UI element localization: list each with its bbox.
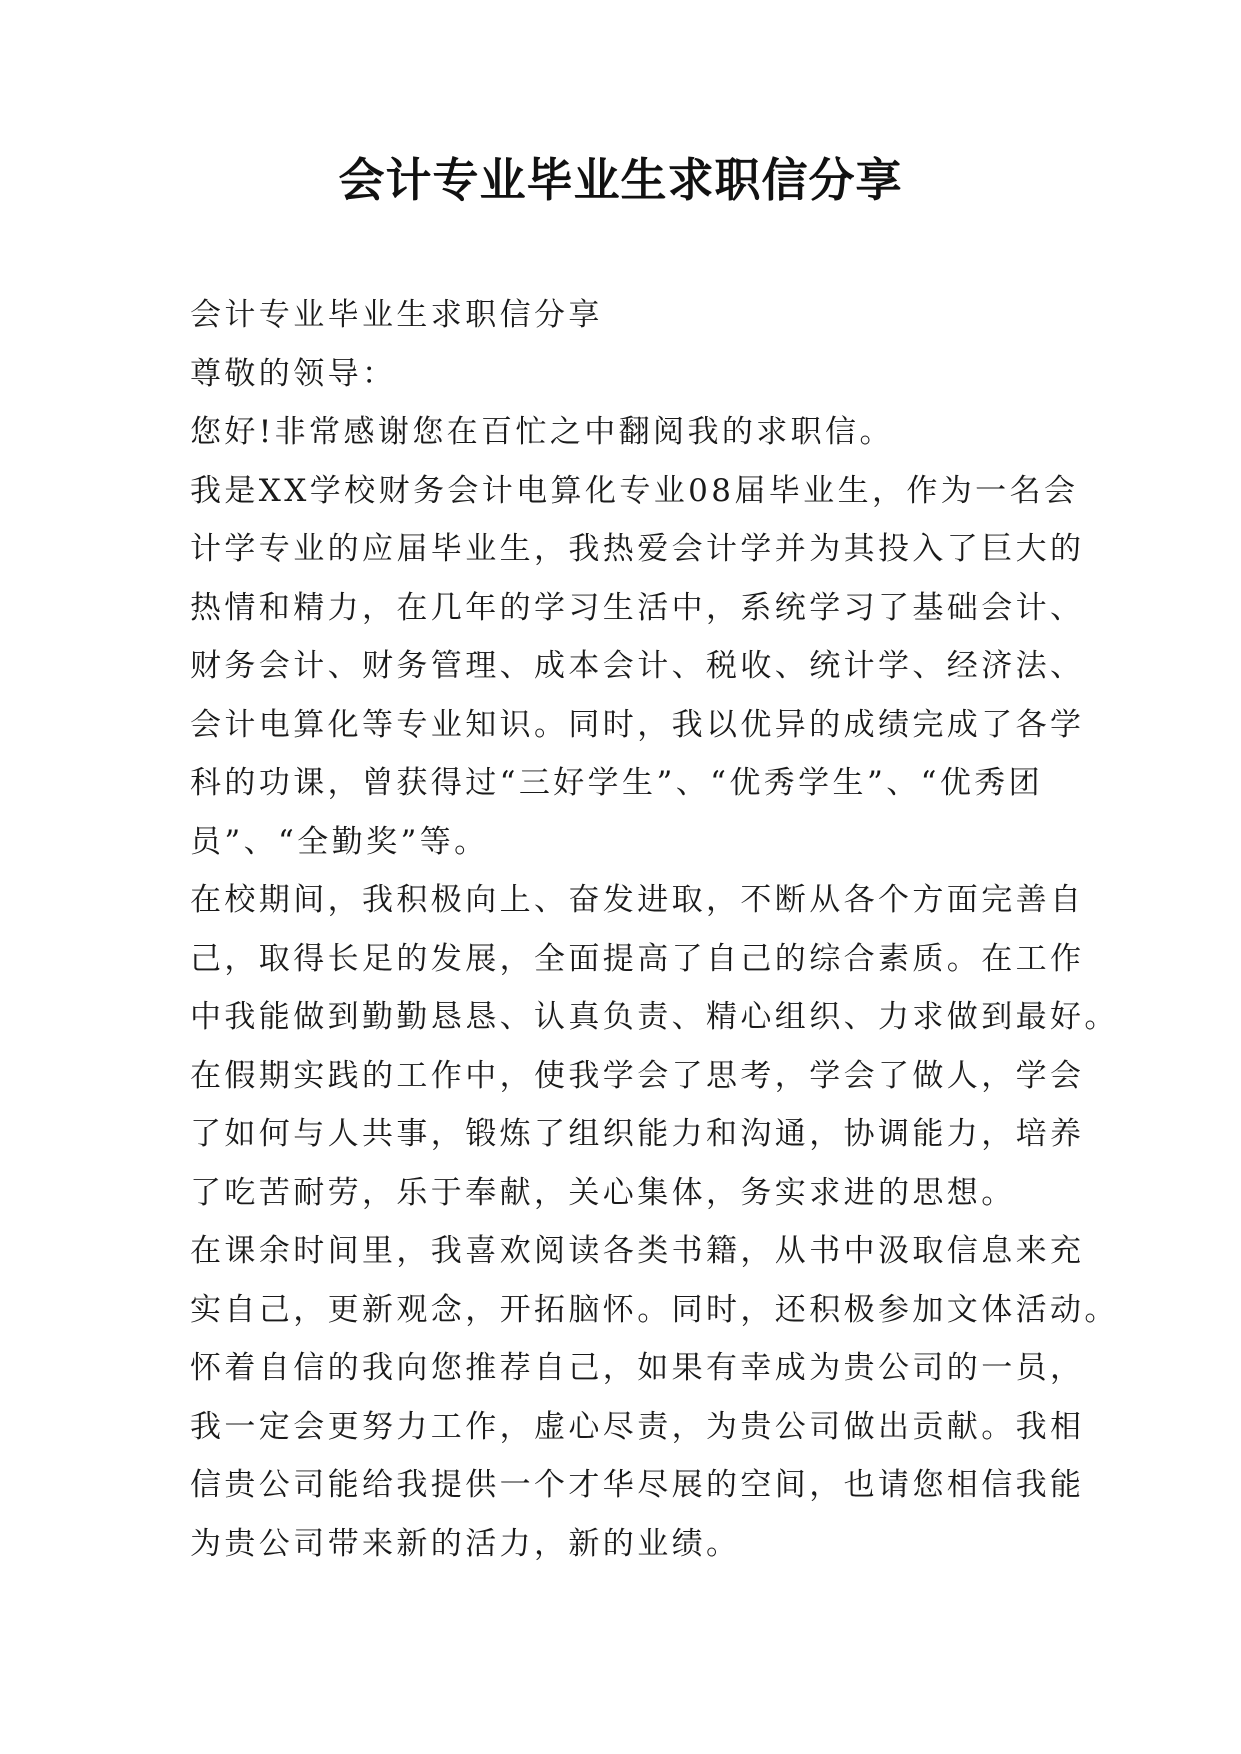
body-line: 我一定会更努力工作，虚心尽责，为贵公司做出贡献。我相 (190, 1408, 1085, 1445)
body-line: 我是XX学校财务会计电算化专业08届毕业生，作为一名会 (190, 472, 1079, 509)
body-line: 科的功课，曾获得过“三好学生”、“优秀学生”、“优秀团 (190, 765, 1044, 801)
document-body (190, 286, 1119, 1573)
body-line: 会计专业毕业生求职信分享 (190, 297, 603, 333)
body-line: 在课余时间里，我喜欢阅读各类书籍，从书中汲取信息来充 (190, 1233, 1085, 1269)
body-line: 为贵公司带来新的活力，新的业绩。 (190, 1525, 741, 1562)
body-line: 信贵公司能给我提供一个才华尽展的空间，也请您相信我能 (190, 1467, 1085, 1503)
body-line: 您好!非常感谢您在百忙之中翻阅我的求职信。 (190, 414, 894, 450)
body-line: 了如何与人共事，锻炼了组织能力和沟通，协调能力，培养 (190, 1116, 1085, 1152)
body-line: 尊敬的领导： (190, 355, 397, 392)
body-line: 怀着自信的我向您推荐自己，如果有幸成为贵公司的一员， (190, 1350, 1085, 1386)
body-line: 热情和精力，在几年的学习生活中，系统学习了基础会计、 (190, 589, 1085, 626)
body-line: 计学专业的应届毕业生，我热爱会计学并为其投入了巨大的 (190, 531, 1085, 567)
body-line: 中我能做到勤勤恳恳、认真负责、精心组织、力求做到最好。 (190, 999, 1119, 1035)
body-line: 会计电算化等专业知识。同时，我以优异的成绩完成了各学 (190, 706, 1085, 743)
body-line: 财务会计、财务管理、成本会计、税收、统计学、经济法、 (190, 648, 1085, 684)
body-line: 了吃苦耐劳，乐于奉献，关心集体，务实求进的思想。 (190, 1174, 1016, 1211)
body-line: 在校期间，我积极向上、奋发进取，不断从各个方面完善自 (190, 882, 1085, 918)
body-line: 员”、“全勤奖”等。 (190, 823, 489, 860)
document-title: 会计专业毕业生求职信分享 (338, 153, 903, 207)
body-line: 在假期实践的工作中，使我学会了思考，学会了做人，学会 (190, 1057, 1085, 1094)
body-line: 实自己，更新观念，开拓脑怀。同时，还积极参加文体活动。 (190, 1291, 1119, 1328)
body-line: 己，取得长足的发展，全面提高了自己的综合素质。在工作 (190, 940, 1085, 977)
